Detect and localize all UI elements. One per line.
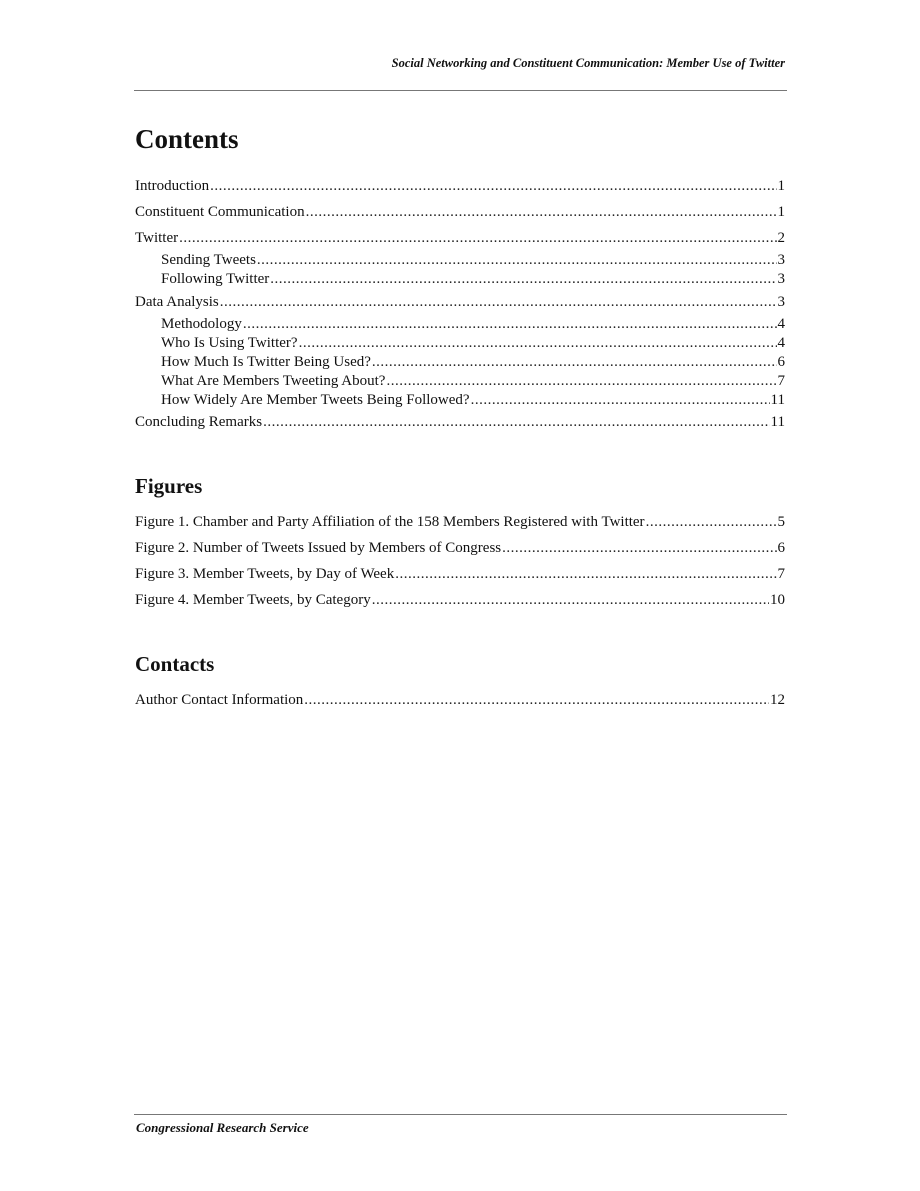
toc-entry-who-is-using-twitter[interactable]: [161, 335, 785, 352]
contact-entry-author-info[interactable]: [135, 692, 785, 709]
toc-entry-title: How Much Is Twitter Being Used?: [161, 354, 371, 370]
figure-entry-title: Figure 2. Number of Tweets Issued by Members of Congress: [135, 540, 502, 556]
running-footer: Congressional Research Service: [136, 1120, 309, 1135]
toc-page-number: 3: [777, 271, 785, 287]
toc-entry-title: Constituent Communication: [135, 204, 305, 220]
toc-page-number: 6: [777, 354, 785, 370]
figure-entry-1[interactable]: [135, 514, 785, 531]
toc-page-number: 3: [777, 252, 785, 268]
figures-heading: Figures: [135, 474, 203, 498]
figure-entry-title: Figure 1. Chamber and Party Affiliation of the 158 Members Registered with Twitter: [135, 514, 645, 530]
figure-page-number: 10: [770, 592, 785, 608]
toc-entry-title: Following Twitter: [161, 271, 270, 287]
figure-entry-4[interactable]: [135, 592, 785, 609]
toc-entry-what-members-tweeting[interactable]: [161, 373, 785, 390]
toc-page-number: 3: [777, 294, 785, 310]
toc-entry-introduction[interactable]: [135, 178, 785, 195]
toc-entry-title: How Widely Are Member Tweets Being Followed?: [161, 392, 470, 408]
toc-page-number: 11: [770, 414, 785, 430]
toc-page-number: 7: [777, 373, 785, 389]
toc-entry-title: Sending Tweets: [161, 252, 256, 268]
toc-entry-twitter[interactable]: [135, 230, 785, 247]
figure-entry-2[interactable]: [135, 540, 785, 557]
contact-entry-title: Author Contact Information: [135, 692, 304, 708]
running-header: Social Networking and Constituent Communication: Member Use of Twitter: [391, 56, 785, 70]
contact-page-number: 12: [770, 692, 785, 708]
toc-entry-data-analysis[interactable]: [135, 294, 785, 311]
toc-entry-how-widely-followed[interactable]: [161, 392, 785, 409]
toc-entry-title: Twitter: [135, 230, 179, 246]
dot-leader: [257, 252, 777, 269]
toc-entry-title: Data Analysis: [135, 294, 219, 310]
toc-entry-concluding-remarks[interactable]: [135, 414, 785, 431]
figure-page-number: 6: [777, 540, 785, 556]
toc-entry-title: What Are Members Tweeting About?: [161, 373, 386, 389]
dot-leader: [502, 540, 776, 557]
toc-entry-following-twitter[interactable]: [161, 271, 785, 288]
dot-leader: [243, 316, 777, 333]
toc-entry-constituent-communication[interactable]: [135, 204, 785, 221]
figure-page-number: 7: [777, 566, 785, 582]
figure-entry-title: Figure 4. Member Tweets, by Category: [135, 592, 371, 608]
toc-page-number: 4: [777, 316, 785, 332]
figure-entry-3[interactable]: [135, 566, 785, 583]
dot-leader: [471, 392, 770, 409]
toc-entry-how-much-twitter-used[interactable]: [161, 354, 785, 371]
dot-leader: [263, 414, 769, 431]
toc-entry-title: Who Is Using Twitter?: [161, 335, 298, 351]
dot-leader: [395, 566, 776, 583]
dot-leader: [372, 592, 769, 609]
footer-rule: [134, 1114, 787, 1115]
contents-heading: Contents: [135, 124, 239, 154]
toc-entry-sending-tweets[interactable]: [161, 252, 785, 269]
figure-page-number: 5: [777, 514, 785, 530]
header-rule: [134, 90, 787, 91]
dot-leader: [179, 230, 776, 247]
dot-leader: [304, 692, 769, 709]
dot-leader: [372, 354, 777, 371]
figure-entry-title: Figure 3. Member Tweets, by Day of Week: [135, 566, 395, 582]
toc-page-number: 11: [770, 392, 785, 408]
toc-page-number: 2: [777, 230, 785, 246]
toc-entry-title: Introduction: [135, 178, 210, 194]
dot-leader: [386, 373, 776, 390]
dot-leader: [299, 335, 777, 352]
toc-page-number: 4: [777, 335, 785, 351]
dot-leader: [646, 514, 777, 531]
toc-entry-title: Concluding Remarks: [135, 414, 263, 430]
dot-leader: [220, 294, 777, 311]
contacts-heading: Contacts: [135, 652, 215, 676]
dot-leader: [210, 178, 776, 195]
toc-page-number: 1: [777, 178, 785, 194]
toc-entry-title: Methodology: [161, 316, 242, 332]
dot-leader: [306, 204, 777, 221]
toc-page-number: 1: [777, 204, 785, 220]
dot-leader: [270, 271, 776, 288]
toc-entry-methodology[interactable]: [161, 316, 785, 333]
